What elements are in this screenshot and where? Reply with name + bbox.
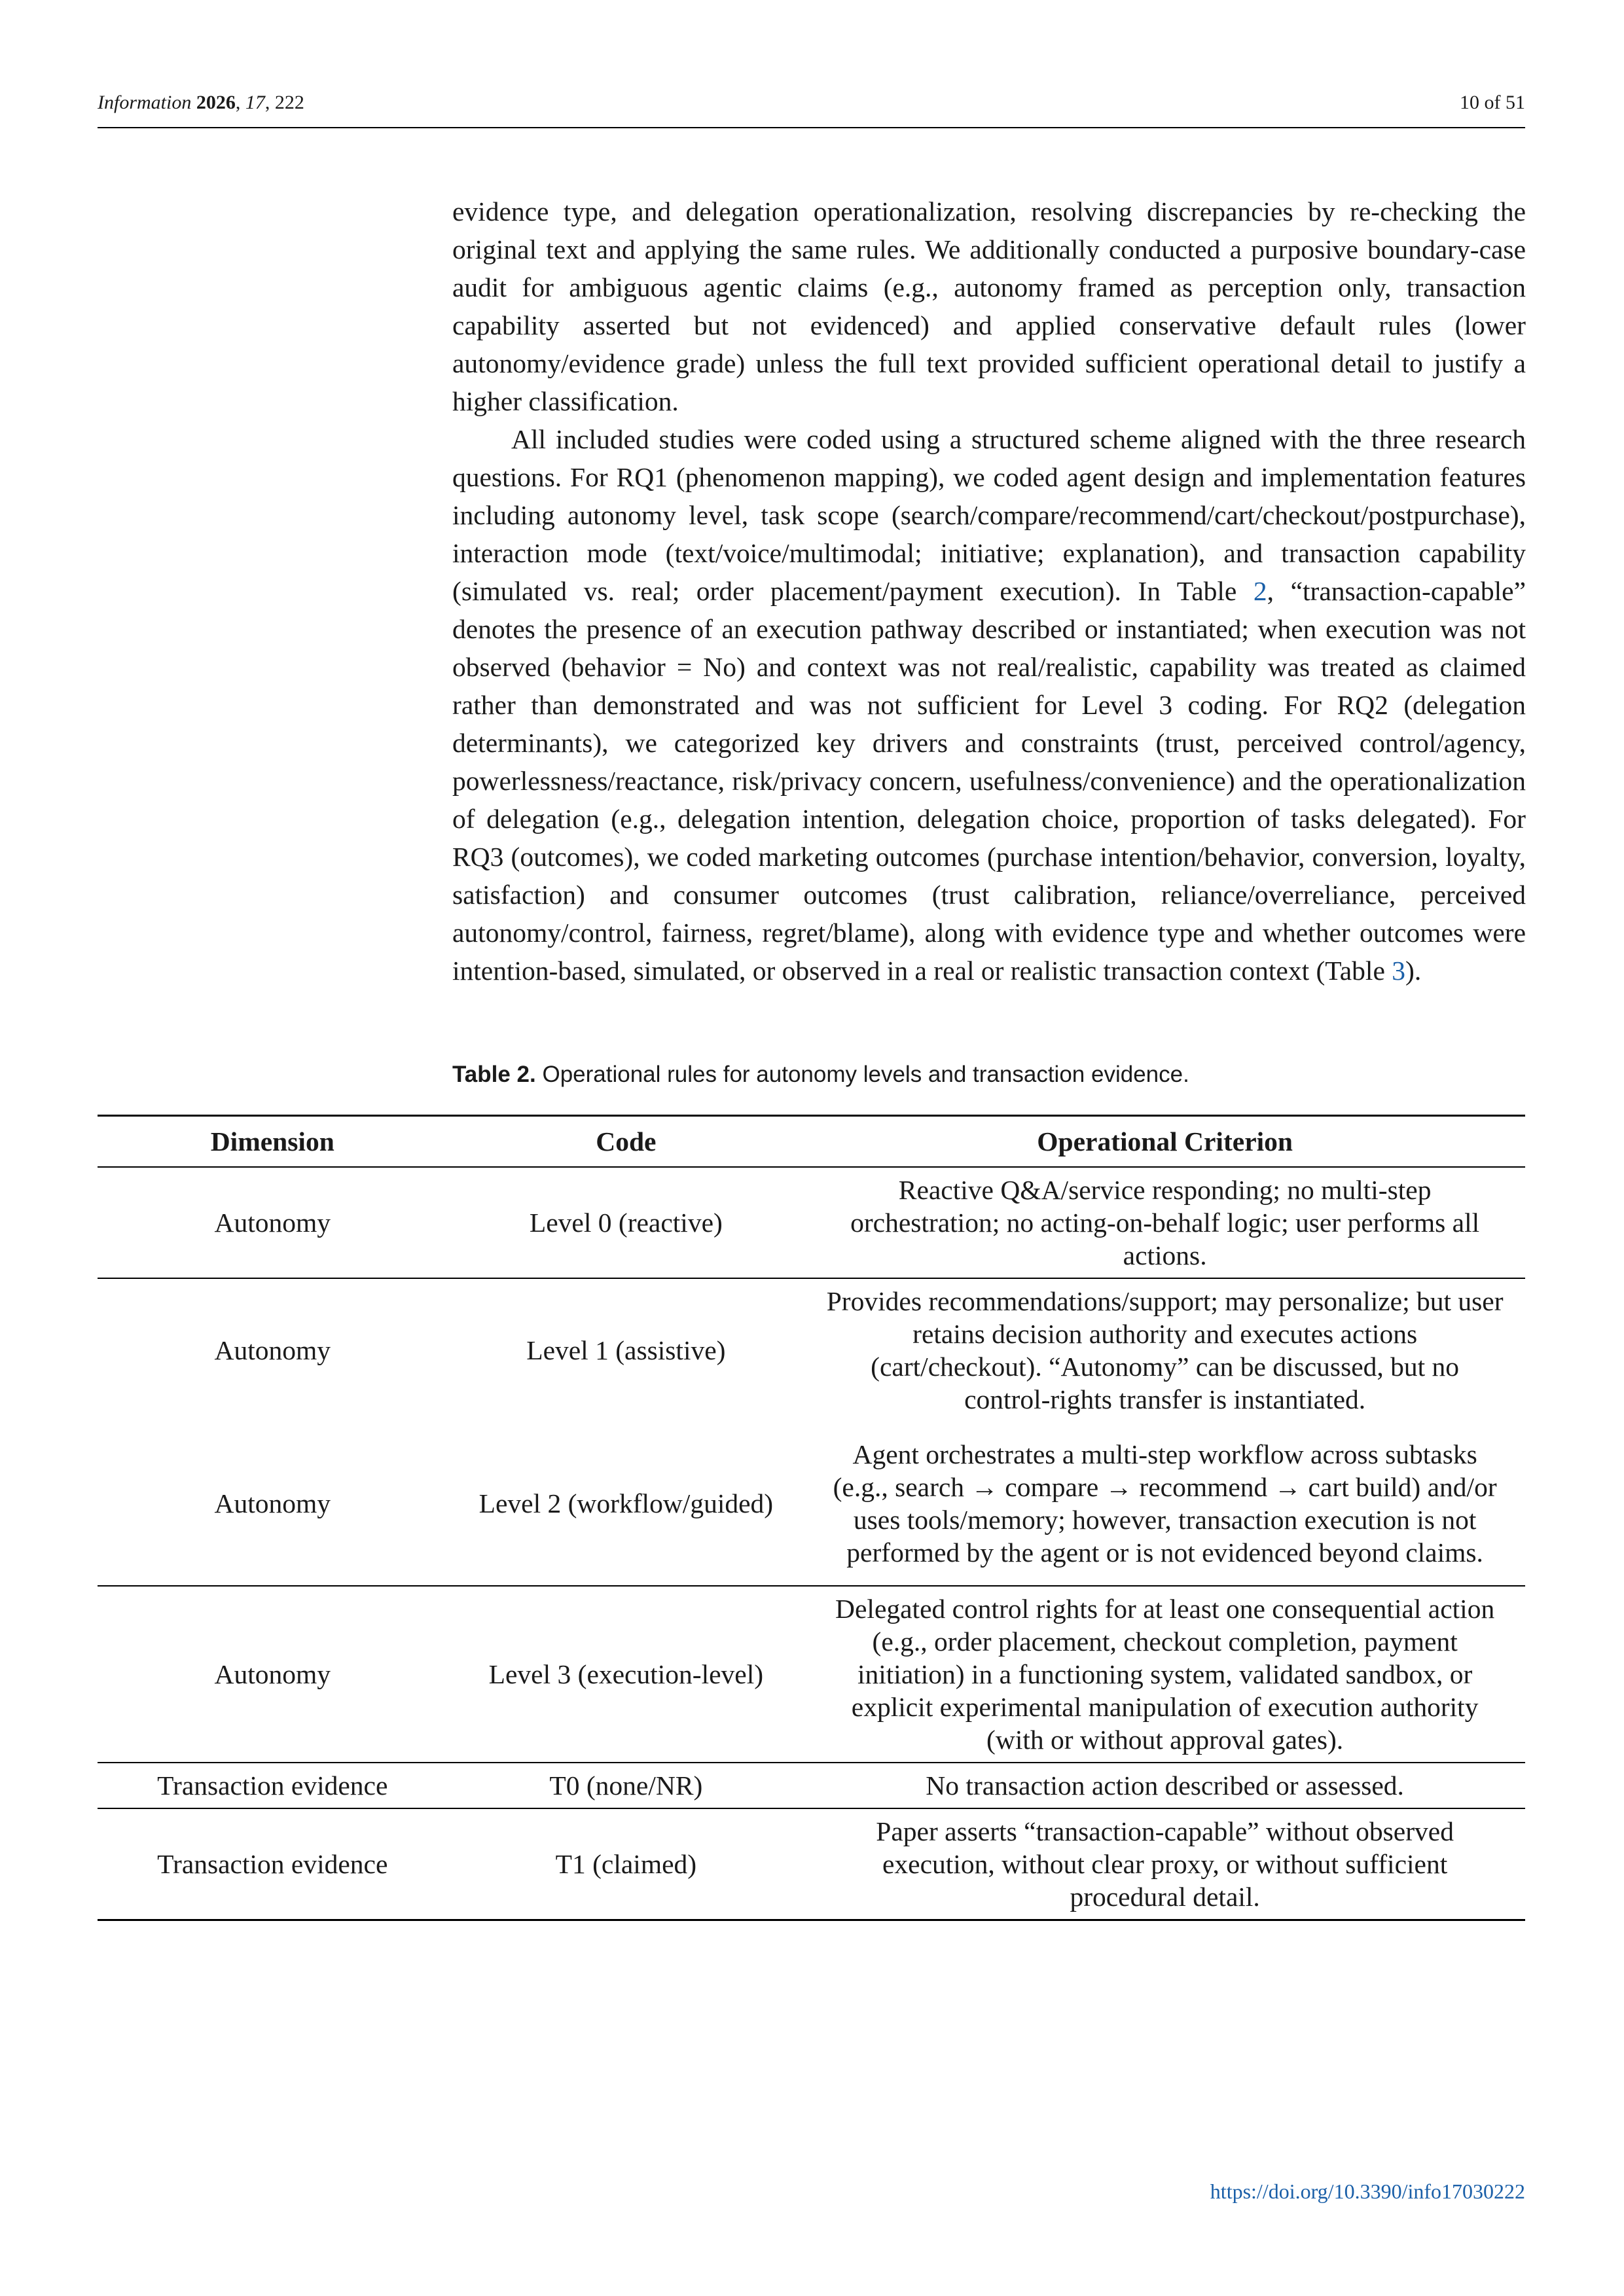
cell-dimension: Transaction evidence (98, 1808, 447, 1920)
table-3-reference-link[interactable]: 3 (1392, 956, 1406, 986)
journal-name: Information (98, 92, 192, 113)
cell-dimension: Autonomy (98, 1167, 447, 1278)
cell-criterion (804, 1586, 1525, 1763)
journal-year: 2026 (196, 92, 236, 113)
cell-criterion (804, 1808, 1525, 1920)
table-caption-text: Operational rules for autonomy levels and transaction evidence. (542, 1062, 1189, 1087)
journal-volume: 17 (245, 92, 265, 113)
cell-dimension: Transaction evidence (98, 1763, 447, 1808)
cell-code: T1 (claimed) (447, 1808, 804, 1920)
criterion-text: Provides recommendations/support; may personalize; but user retains decision authority and executes actions (cart/checkout). “Autonomy” can be discussed, but no control-rights transfer is instantiated. (826, 1285, 1504, 1414)
cell-code: Level 1 (assistive) (526, 1335, 726, 1365)
cell-criterion (804, 1278, 1525, 1421)
table-row (98, 1167, 1525, 1278)
table-caption (452, 1062, 1189, 1088)
criterion-text: Reactive Q&A/service responding; no multi-step orchestration; no acting-on-behalf logic; user performs all actions. (850, 1175, 1480, 1270)
criterion-text: Paper asserts “transaction-capable” without observed execution, without clear proxy, or without sufficient procedural detail. (876, 1816, 1454, 1912)
running-header (98, 92, 1525, 128)
article-number: 222 (274, 92, 304, 113)
cell-dimension: Autonomy (98, 1421, 447, 1586)
cell-criterion (804, 1421, 1525, 1586)
cell-code: T0 (none/NR) (447, 1763, 804, 1808)
cell-code: Level 3 (execution-level) (447, 1586, 804, 1763)
table-row (98, 1278, 1525, 1421)
cell-criterion (804, 1167, 1525, 1278)
table-row (98, 1586, 1525, 1763)
paragraph-2-text-c: ). (1405, 956, 1422, 986)
header-code: Code (447, 1116, 804, 1168)
page-number: 10 of 51 (1460, 92, 1525, 113)
header-dimension: Dimension (98, 1116, 447, 1168)
criterion-text: Delegated control rights for at least one consequential action (e.g., order placement, checkout completion, payment initiation) in a functioning system, validated sandbox, or explicit experimental manipulation of execution authority (with or without approval gates). (835, 1594, 1495, 1755)
operational-rules-table (98, 1115, 1525, 1921)
paragraph-1: evidence type, and delegation operationalization, resolving discrepancies by re-checking the original text and applying the same rules. We additionally conducted a purposive boundary-case audit for ambiguous agentic claims (e.g., autonomy framed as perception only, transaction capability asserted but not evidenced) and applied conservative default rules (lower autonomy/evidence grade) unless the full text provided sufficient operational detail to justify a higher classification. (452, 196, 1526, 416)
cell-criterion (804, 1763, 1525, 1808)
criterion-text: No transaction action described or assessed. (926, 1770, 1404, 1801)
table-header-row (98, 1116, 1525, 1168)
criterion-text: Agent orchestrates a multi-step workflow across subtasks (e.g., search → compare → recommend → cart build) and/or uses tools/memory; however, transaction execution is not performed by the agent or is not evidenced beyond claims. (833, 1439, 1497, 1568)
cell-code: Level 0 (reactive) (447, 1167, 804, 1278)
paragraph-2-text-b: , “transaction-capable” denotes the presence of an execution pathway described or instantiated; when execution was not observed (behavior = No) and context was not real/realistic, capability was treated as claimed rather than demonstrated and was not sufficient for Level 3 coding. For RQ2 (delegation determinants), we categorized key drivers and constraints (trust, perceived control/agency, powerlessness/reactance, risk/privacy concern, usefulness/convenience) and the operationalization of delegation (e.g., delegation intention, delegation choice, proportion of tasks delegated). For RQ3 (outcomes), we coded marketing outcomes (purchase intention/behavior, conversion, loyalty, satisfaction) and consumer outcomes (trust calibration, reliance/overreliance, perceived autonomy/control, fairness, regret/blame), along with evidence type and whether outcomes were intention-based, simulated, or observed in a real or realistic transaction context (Table (452, 576, 1526, 986)
table-2-reference-link[interactable]: 2 (1253, 576, 1267, 606)
cell-dimension: Autonomy (214, 1335, 331, 1365)
header-operational-criterion: Operational Criterion (804, 1116, 1525, 1168)
body-text (452, 192, 1526, 990)
paragraph-2 (452, 420, 1526, 990)
doi-link[interactable]: https://doi.org/10.3390/info17030222 (1210, 2179, 1525, 2203)
cell-code: Level 2 (workflow/guided) (447, 1421, 804, 1586)
journal-citation: Information 2026, 17, 222 (98, 92, 304, 113)
table-caption-label: Table 2. (452, 1062, 536, 1087)
table-row (98, 1763, 1525, 1808)
table-row (98, 1808, 1525, 1920)
table-row (98, 1421, 1525, 1586)
paragraph-2-text-a: All included studies were coded using a structured scheme aligned with the three research questions. For RQ1 (phenomenon mapping), we coded agent design and implementation features including autonomy level, task scope (search/compare/recommend/cart/​checkout/postpurchase), interaction mode (text/voice/multimodal; initiative; explanation), and transaction capability (simulated vs. real; order placement/payment execution). In Table (452, 424, 1526, 606)
cell-dimension: Autonomy (98, 1586, 447, 1763)
